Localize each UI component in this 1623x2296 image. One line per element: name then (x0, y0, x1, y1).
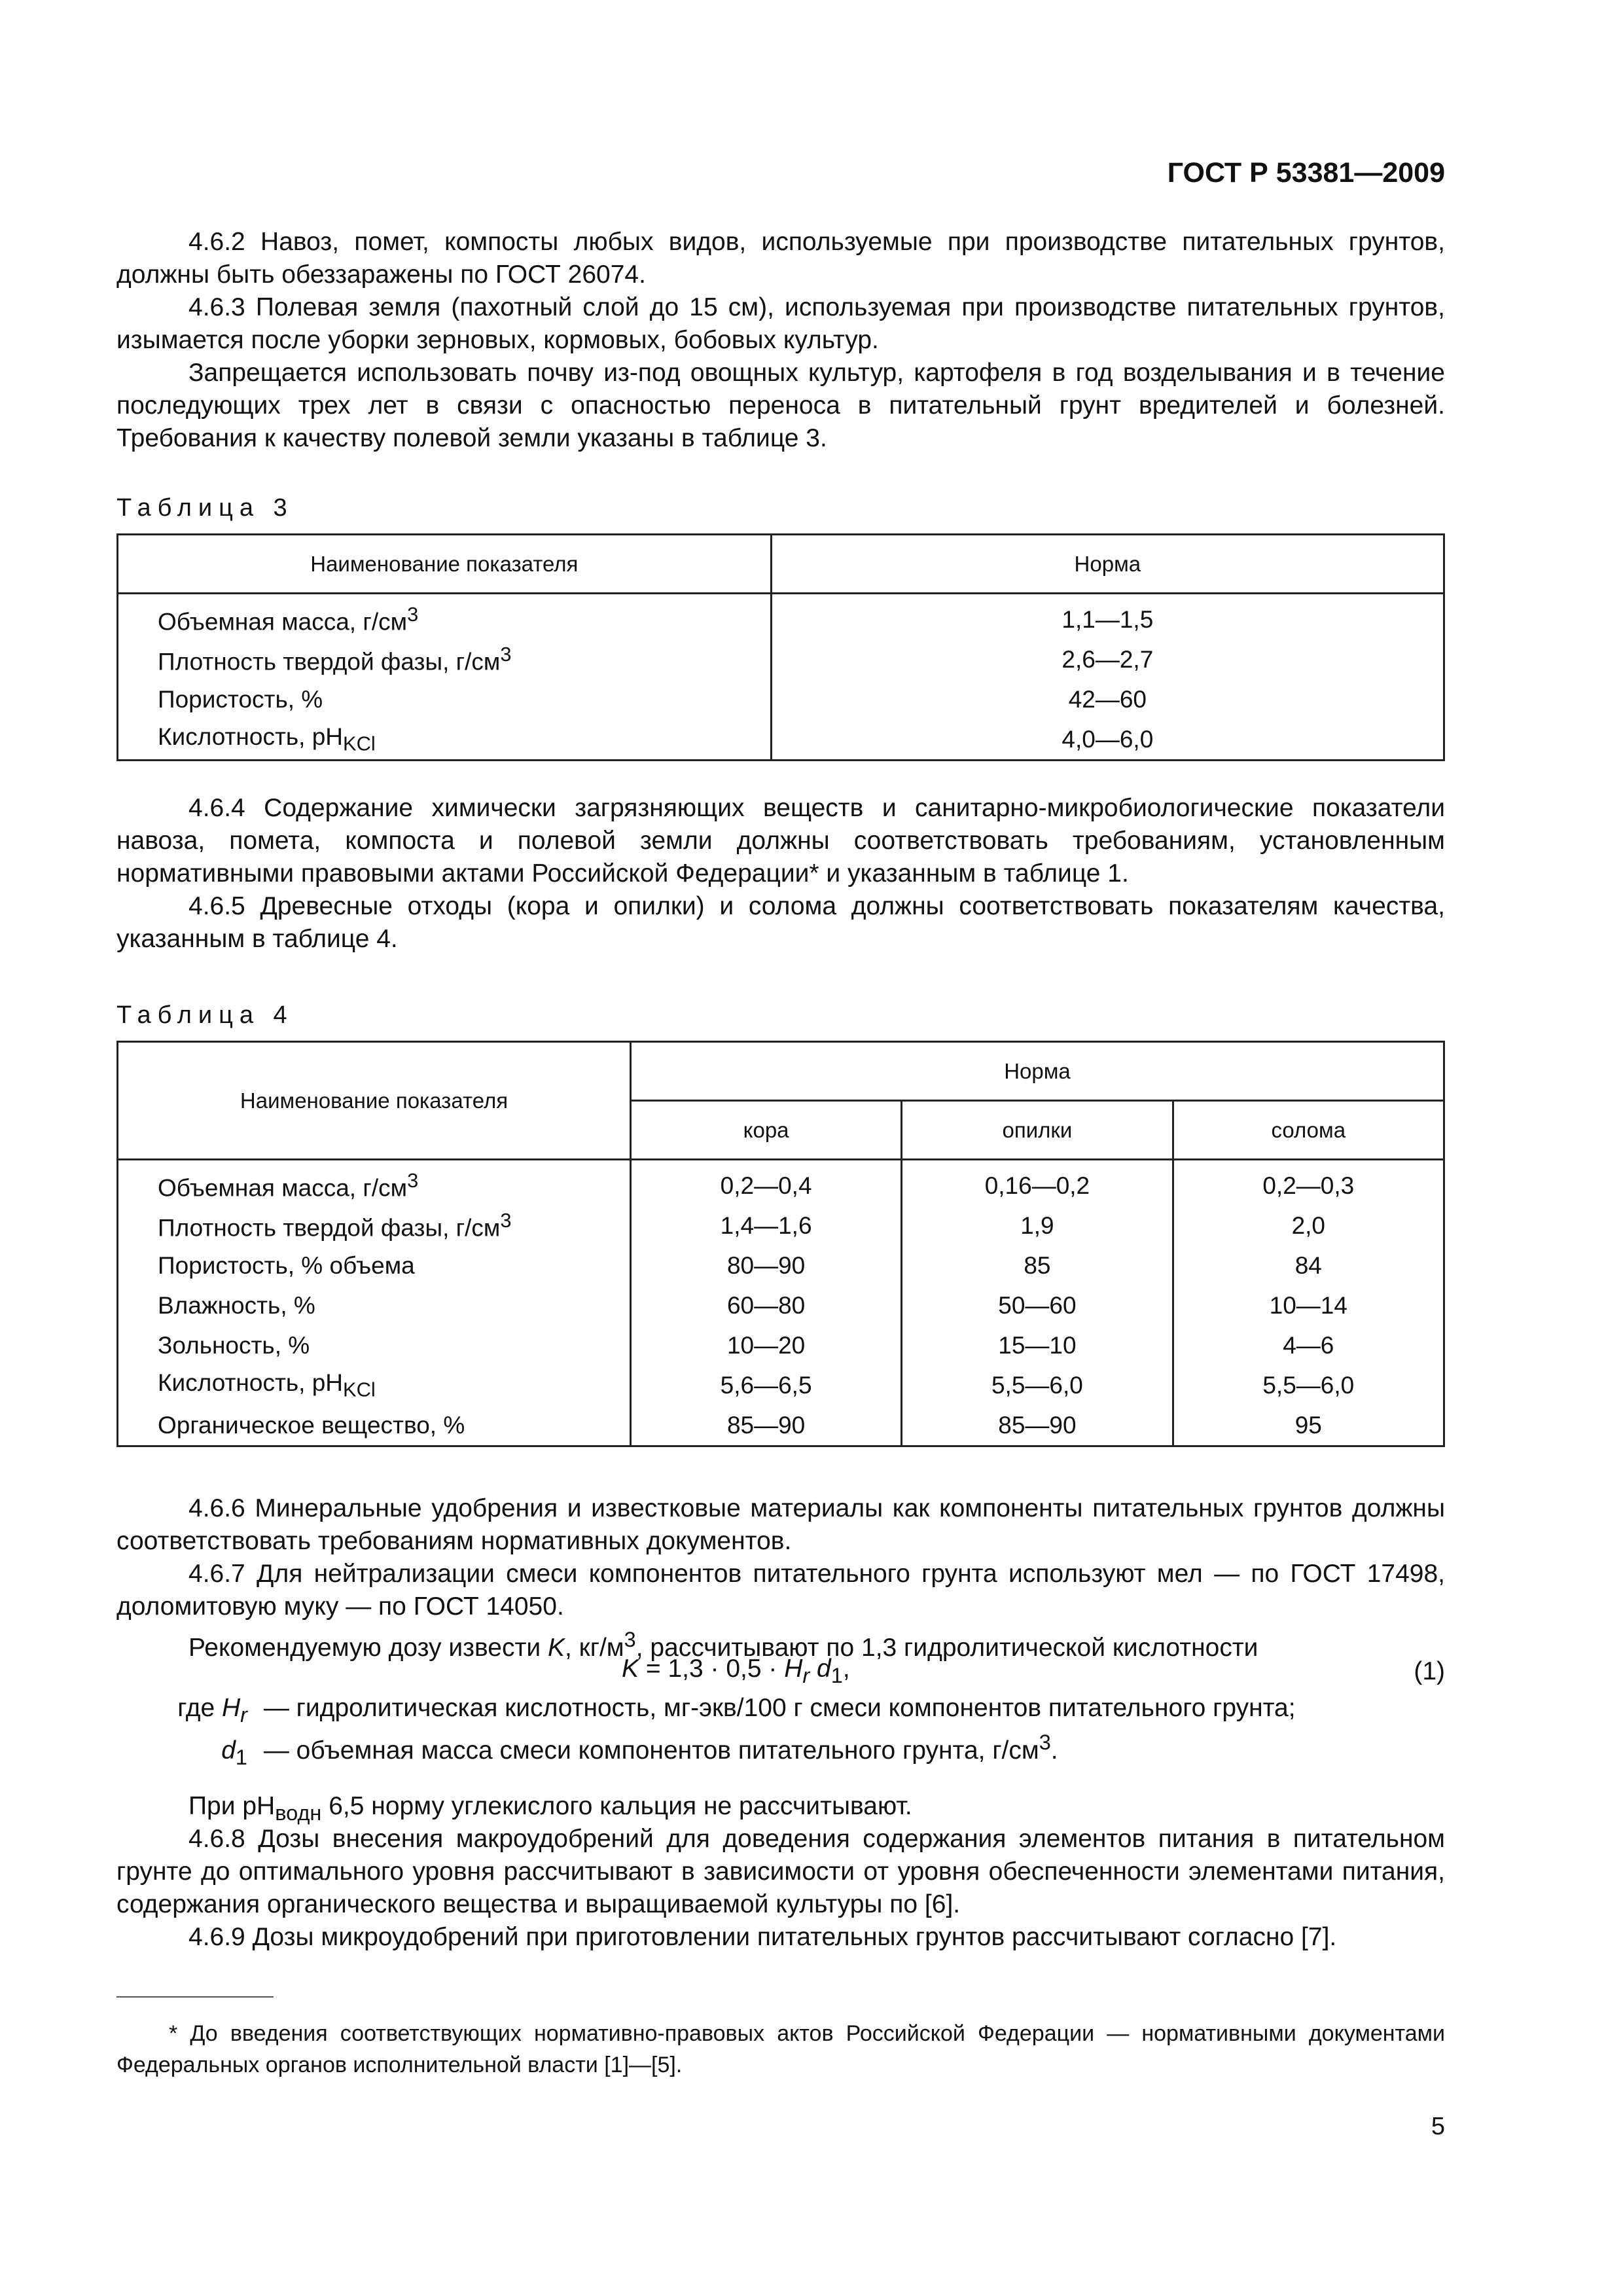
table-header-cell: Норма (771, 535, 1444, 594)
table-cell-value: 4,0—6,0 (771, 719, 1444, 761)
table-cell-value: 50—60 (902, 1285, 1173, 1325)
formula-number: (1) (1414, 1657, 1445, 1685)
paragraph-4-6-3: 4.6.3 Полевая земля (пахотный слой до 15 см), используемая при производстве питательных грунтов, изымается после уборки зерновых, кормовых, бобовых культур. (116, 293, 1445, 354)
document-standard-number: ГОСТ Р 53381—2009 (1167, 157, 1445, 188)
table-row (118, 719, 1444, 761)
page-number: 5 (1431, 2113, 1445, 2140)
table-cell-name: Кислотность, $рН_{KCl}$ (118, 719, 772, 761)
table-cell-value: 1,9 (902, 1206, 1173, 1246)
footnote-separator (116, 1996, 274, 1998)
paragraph-4-6-8: 4.6.8 Дозы внесения макроудобрений для доведения содержания элементов питания в питательном грунте до оптимального уровня рассчитывают в зависимости от уровня обеспеченности элементами питания, содержания органического вещества и выращиваемой культуры по [6]. (116, 1825, 1445, 1918)
formula-definition-d1: $d_1$ — объемная масса смеси компонентов питательного грунта, $г/см^3$. (221, 1731, 1058, 1769)
table-cell-value: 85 (902, 1246, 1173, 1285)
table-cell-value: 1,1—1,5 (771, 594, 1444, 640)
paragraph-4-6-5: 4.6.5 Древесные отходы (кора и опилки) и солома должны соответствовать показателям качества, указанным в таблице 4. (116, 892, 1445, 953)
table-cell-name: Зольность, % (118, 1325, 631, 1365)
table-row (118, 1246, 1444, 1285)
table-cell-name: Объемная масса, $г/см^3$ (118, 594, 772, 640)
paragraph-4-6-4: 4.6.4 Содержание химически загрязняющих веществ и санитарно-микробиологические показатели навоза, помета, компоста и полевой земли должны соответствовать требованиям, установленным нормативными правовыми актами Российской Федерации* и указанным в таблице 1. (116, 794, 1445, 888)
table-row (118, 1285, 1444, 1325)
table-row (118, 679, 1444, 719)
table-cell-value: 5,5—6,0 (1173, 1365, 1444, 1405)
paragraph-4-6-7: 4.6.7 Для нейтрализации смеси компонентов питательного грунта используют мел — по ГОСТ 17498, доломитовую муку — по ГОСТ 14050. (116, 1560, 1445, 1621)
table-cell-name: Кислотность, $рН_{KCl}$ (118, 1365, 631, 1405)
table-cell-name: Влажность, % (118, 1285, 631, 1325)
paragraph-lime-dose: Рекомендуемую дозу извести K, $кг/м^3$, рассчитывают по 1,3 гидролитической кислотности (188, 1628, 1258, 1662)
table-subheader-cell: солома (1173, 1101, 1444, 1160)
table-cell-value: 5,6—6,5 (630, 1365, 901, 1405)
table-cell-value: 0,2—0,3 (1173, 1160, 1444, 1206)
table-cell-value: 10—14 (1173, 1285, 1444, 1325)
table-cell-value: 0,16—0,2 (902, 1160, 1173, 1206)
table-3-caption: Таблица 3 (116, 494, 294, 522)
paragraph-4-6-6: 4.6.6 Минеральные удобрения и известковые материалы как компоненты питательных грунтов должны соответствовать требованиям нормативных документов. (116, 1494, 1445, 1555)
table-cell-name: Пористость, % объема (118, 1246, 631, 1285)
table-row (118, 639, 1444, 679)
table-cell-value: 15—10 (902, 1325, 1173, 1365)
table-cell-value: 2,0 (1173, 1206, 1444, 1246)
table-row (118, 594, 1444, 640)
table-row (118, 1160, 1444, 1206)
formula-1: $K = 1,3 \cdot 0,5 \cdot H_r$ $d_1$, (622, 1655, 850, 1687)
table-cell-value: 0,2—0,4 (630, 1160, 901, 1206)
table-row (118, 1206, 1444, 1246)
table-subheader-cell: опилки (902, 1101, 1173, 1160)
table-cell-name: Пористость, % (118, 679, 772, 719)
table-4-caption: Таблица 4 (116, 1001, 294, 1029)
table-header-row (118, 535, 1444, 594)
table-3 (116, 533, 1445, 761)
table-cell-value: 80—90 (630, 1246, 901, 1285)
paragraph-ph-note: При $рН_{водн}$ 6,5 норму углекислого кальция не рассчитывают. (188, 1792, 912, 1825)
table-4 (116, 1041, 1445, 1447)
table-cell-value: 4—6 (1173, 1325, 1444, 1365)
paragraph-4-6-2: 4.6.2 Навоз, помет, компосты любых видов, используемые при производстве питательных грунтов, должны быть обеззаражены по ГОСТ 26074. (116, 228, 1445, 289)
table-cell-value: 85—90 (902, 1405, 1173, 1446)
table-cell-value: 5,5—6,0 (902, 1365, 1173, 1405)
table-subheader-cell: кора (630, 1101, 901, 1160)
table-cell-value: 60—80 (630, 1285, 901, 1325)
footnote: * До введения соответствующих нормативно-правовых актов Российской Федерации — нормативными документами Федеральных органов исполнительной власти [1]—[5]. (116, 2021, 1445, 2077)
table-cell-name: Плотность твердой фазы, $г/см^3$ (118, 639, 772, 679)
table-cell-value: 84 (1173, 1246, 1444, 1285)
paragraph-4-6-9: 4.6.9 Дозы микроудобрений при приготовлении питательных грунтов рассчитывают согласно [7]. (188, 1923, 1337, 1951)
table-row (118, 1365, 1444, 1405)
table-cell-value: 95 (1173, 1405, 1444, 1446)
table-cell-value: 10—20 (630, 1325, 901, 1365)
table-row (118, 1405, 1444, 1446)
table-header-cell: Наименование показателя (118, 535, 772, 594)
paragraph-4-6-3-continued: Запрещается использовать почву из-под овощных культур, картофеля в год возделывания и в течение последующих трех лет в связи с опасностью переноса в питательный грунт вредителей и болезней. Требования к качеству полевой земли указаны в таблице 3. (116, 359, 1445, 452)
table-cell-value: 85—90 (630, 1405, 901, 1446)
table-header-cell: Норма (630, 1042, 1444, 1101)
table-cell-value: 1,4—1,6 (630, 1206, 901, 1246)
formula-definition-hr: где $H_r$ — гидролитическая кислотность, мг-экв/100 г смеси компонентов питательного грунта; (177, 1694, 1296, 1727)
table-cell-value: 2,6—2,7 (771, 639, 1444, 679)
table-cell-name: Объемная масса, $г/см^3$ (118, 1160, 631, 1206)
table-header-row (118, 1042, 1444, 1101)
table-cell-name: Органическое вещество, % (118, 1405, 631, 1446)
table-cell-name: Плотность твердой фазы, $г/см^3$ (118, 1206, 631, 1246)
table-header-cell: Наименование показателя (118, 1042, 631, 1160)
table-row (118, 1325, 1444, 1365)
table-cell-value: 42—60 (771, 679, 1444, 719)
